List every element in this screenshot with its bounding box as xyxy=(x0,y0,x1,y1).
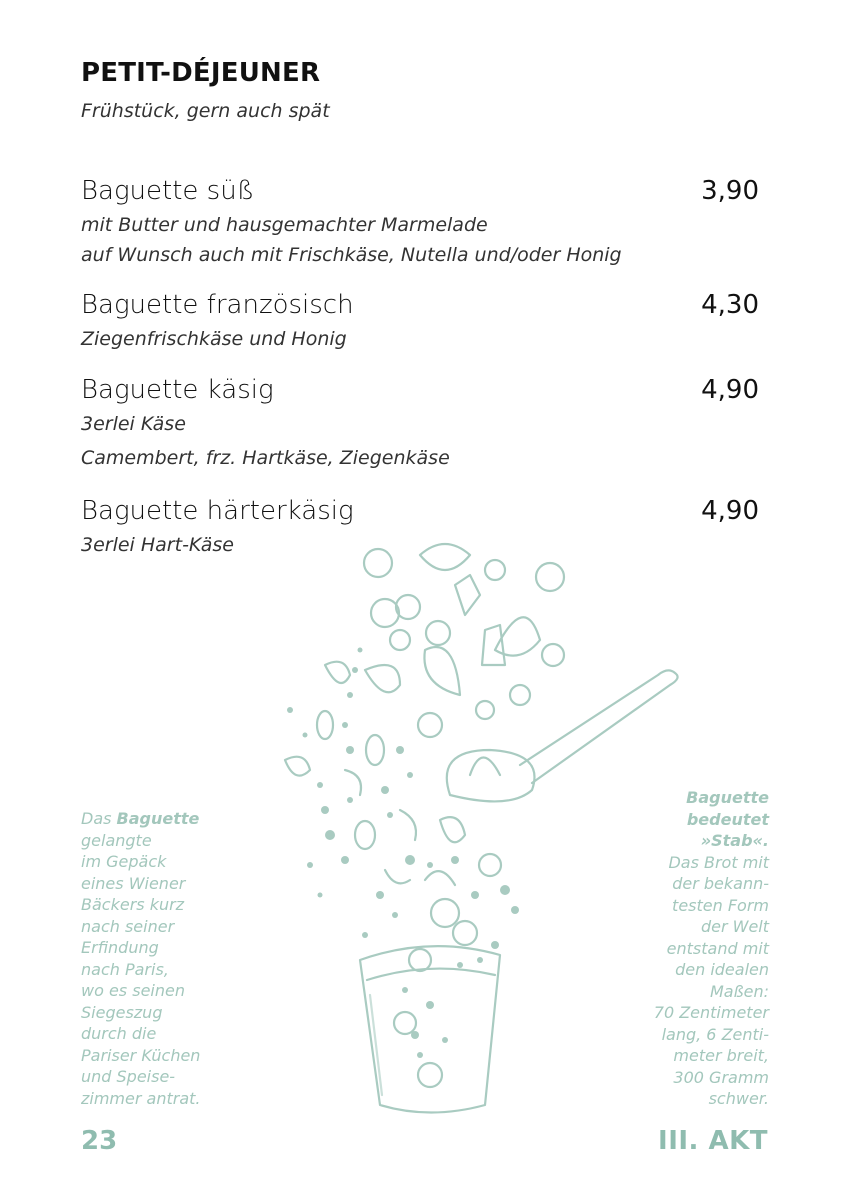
item-price: 4,90 xyxy=(701,375,759,405)
note-line xyxy=(629,809,769,831)
dots-decoration-icon xyxy=(270,535,690,1125)
section-subtitle: Frühstück, gern auch spät xyxy=(81,100,330,122)
note-line: Siegeszug xyxy=(81,1002,163,1022)
note-line: Pariser Küchen xyxy=(81,1045,201,1065)
note-bold: Baguette xyxy=(686,788,769,807)
item-price: 4,90 xyxy=(701,496,759,526)
item-description: mit Butter und hausgemachter Marmelade xyxy=(81,214,488,236)
note-line: meter breit, xyxy=(673,1046,769,1065)
note-line: nach Paris, xyxy=(81,959,169,979)
note-line: eines Wiener xyxy=(81,873,186,893)
note-line: der bekann- xyxy=(672,874,769,893)
note-line: Maßen: xyxy=(709,981,769,1001)
note-line: durch die xyxy=(81,1024,157,1043)
note-line xyxy=(81,808,221,830)
note-bold: Baguette xyxy=(116,809,200,828)
menu-item xyxy=(81,290,759,354)
act-label: III. AKT xyxy=(658,1126,768,1156)
note-line: zimmer antrat. xyxy=(81,1088,201,1108)
item-price: 3,90 xyxy=(701,176,759,206)
menu-item xyxy=(81,375,759,473)
note-line: und Speise- xyxy=(81,1067,176,1086)
item-name: Baguette härterkäsig xyxy=(81,496,354,526)
item-name: Baguette süß xyxy=(81,176,255,206)
note-line: den idealen xyxy=(675,960,769,979)
item-price: 4,30 xyxy=(701,290,759,320)
item-description: Camembert, frz. Hartkäse, Ziegenkäse xyxy=(81,447,450,469)
note-line: lang, 6 Zenti- xyxy=(661,1024,769,1044)
note-bold: bedeutet xyxy=(686,809,769,829)
note-line: testen Form xyxy=(672,895,769,915)
item-description: 3erlei Käse xyxy=(81,413,186,435)
note-line: gelangte xyxy=(81,830,152,850)
item-name: Baguette käsig xyxy=(81,375,274,405)
page-number: 23 xyxy=(81,1126,118,1156)
section-title: PETIT-DÉJEUNER xyxy=(81,58,321,88)
note-line: Das Brot mit xyxy=(668,852,769,872)
note-line xyxy=(629,830,769,852)
note-line: 300 Gramm xyxy=(673,1067,769,1087)
item-description: 3erlei Hart-Käse xyxy=(81,534,234,556)
note-line: Erfindung xyxy=(81,938,159,957)
item-description: auf Wunsch auch mit Frischkäse, Nutella und/oder Honig xyxy=(81,244,622,266)
note-line: Bäckers kurz xyxy=(81,895,185,914)
note-line: entstand mit xyxy=(666,938,769,958)
note-line: nach seiner xyxy=(81,916,175,936)
note-bold: »Stab«. xyxy=(700,831,769,850)
note-line xyxy=(629,787,769,809)
note-baguette-history xyxy=(81,808,221,1109)
item-description: Ziegenfrischkäse und Honig xyxy=(81,328,347,350)
note-prefix: Das xyxy=(81,809,117,828)
note-line: 70 Zentimeter xyxy=(653,1003,769,1022)
note-line: der Welt xyxy=(700,917,769,936)
note-baguette-meaning xyxy=(629,787,769,1110)
item-name: Baguette französisch xyxy=(81,290,354,320)
note-line: im Gepäck xyxy=(81,852,167,871)
note-line: schwer. xyxy=(708,1089,769,1108)
menu-item xyxy=(81,176,759,270)
note-line: wo es seinen xyxy=(81,981,185,1000)
